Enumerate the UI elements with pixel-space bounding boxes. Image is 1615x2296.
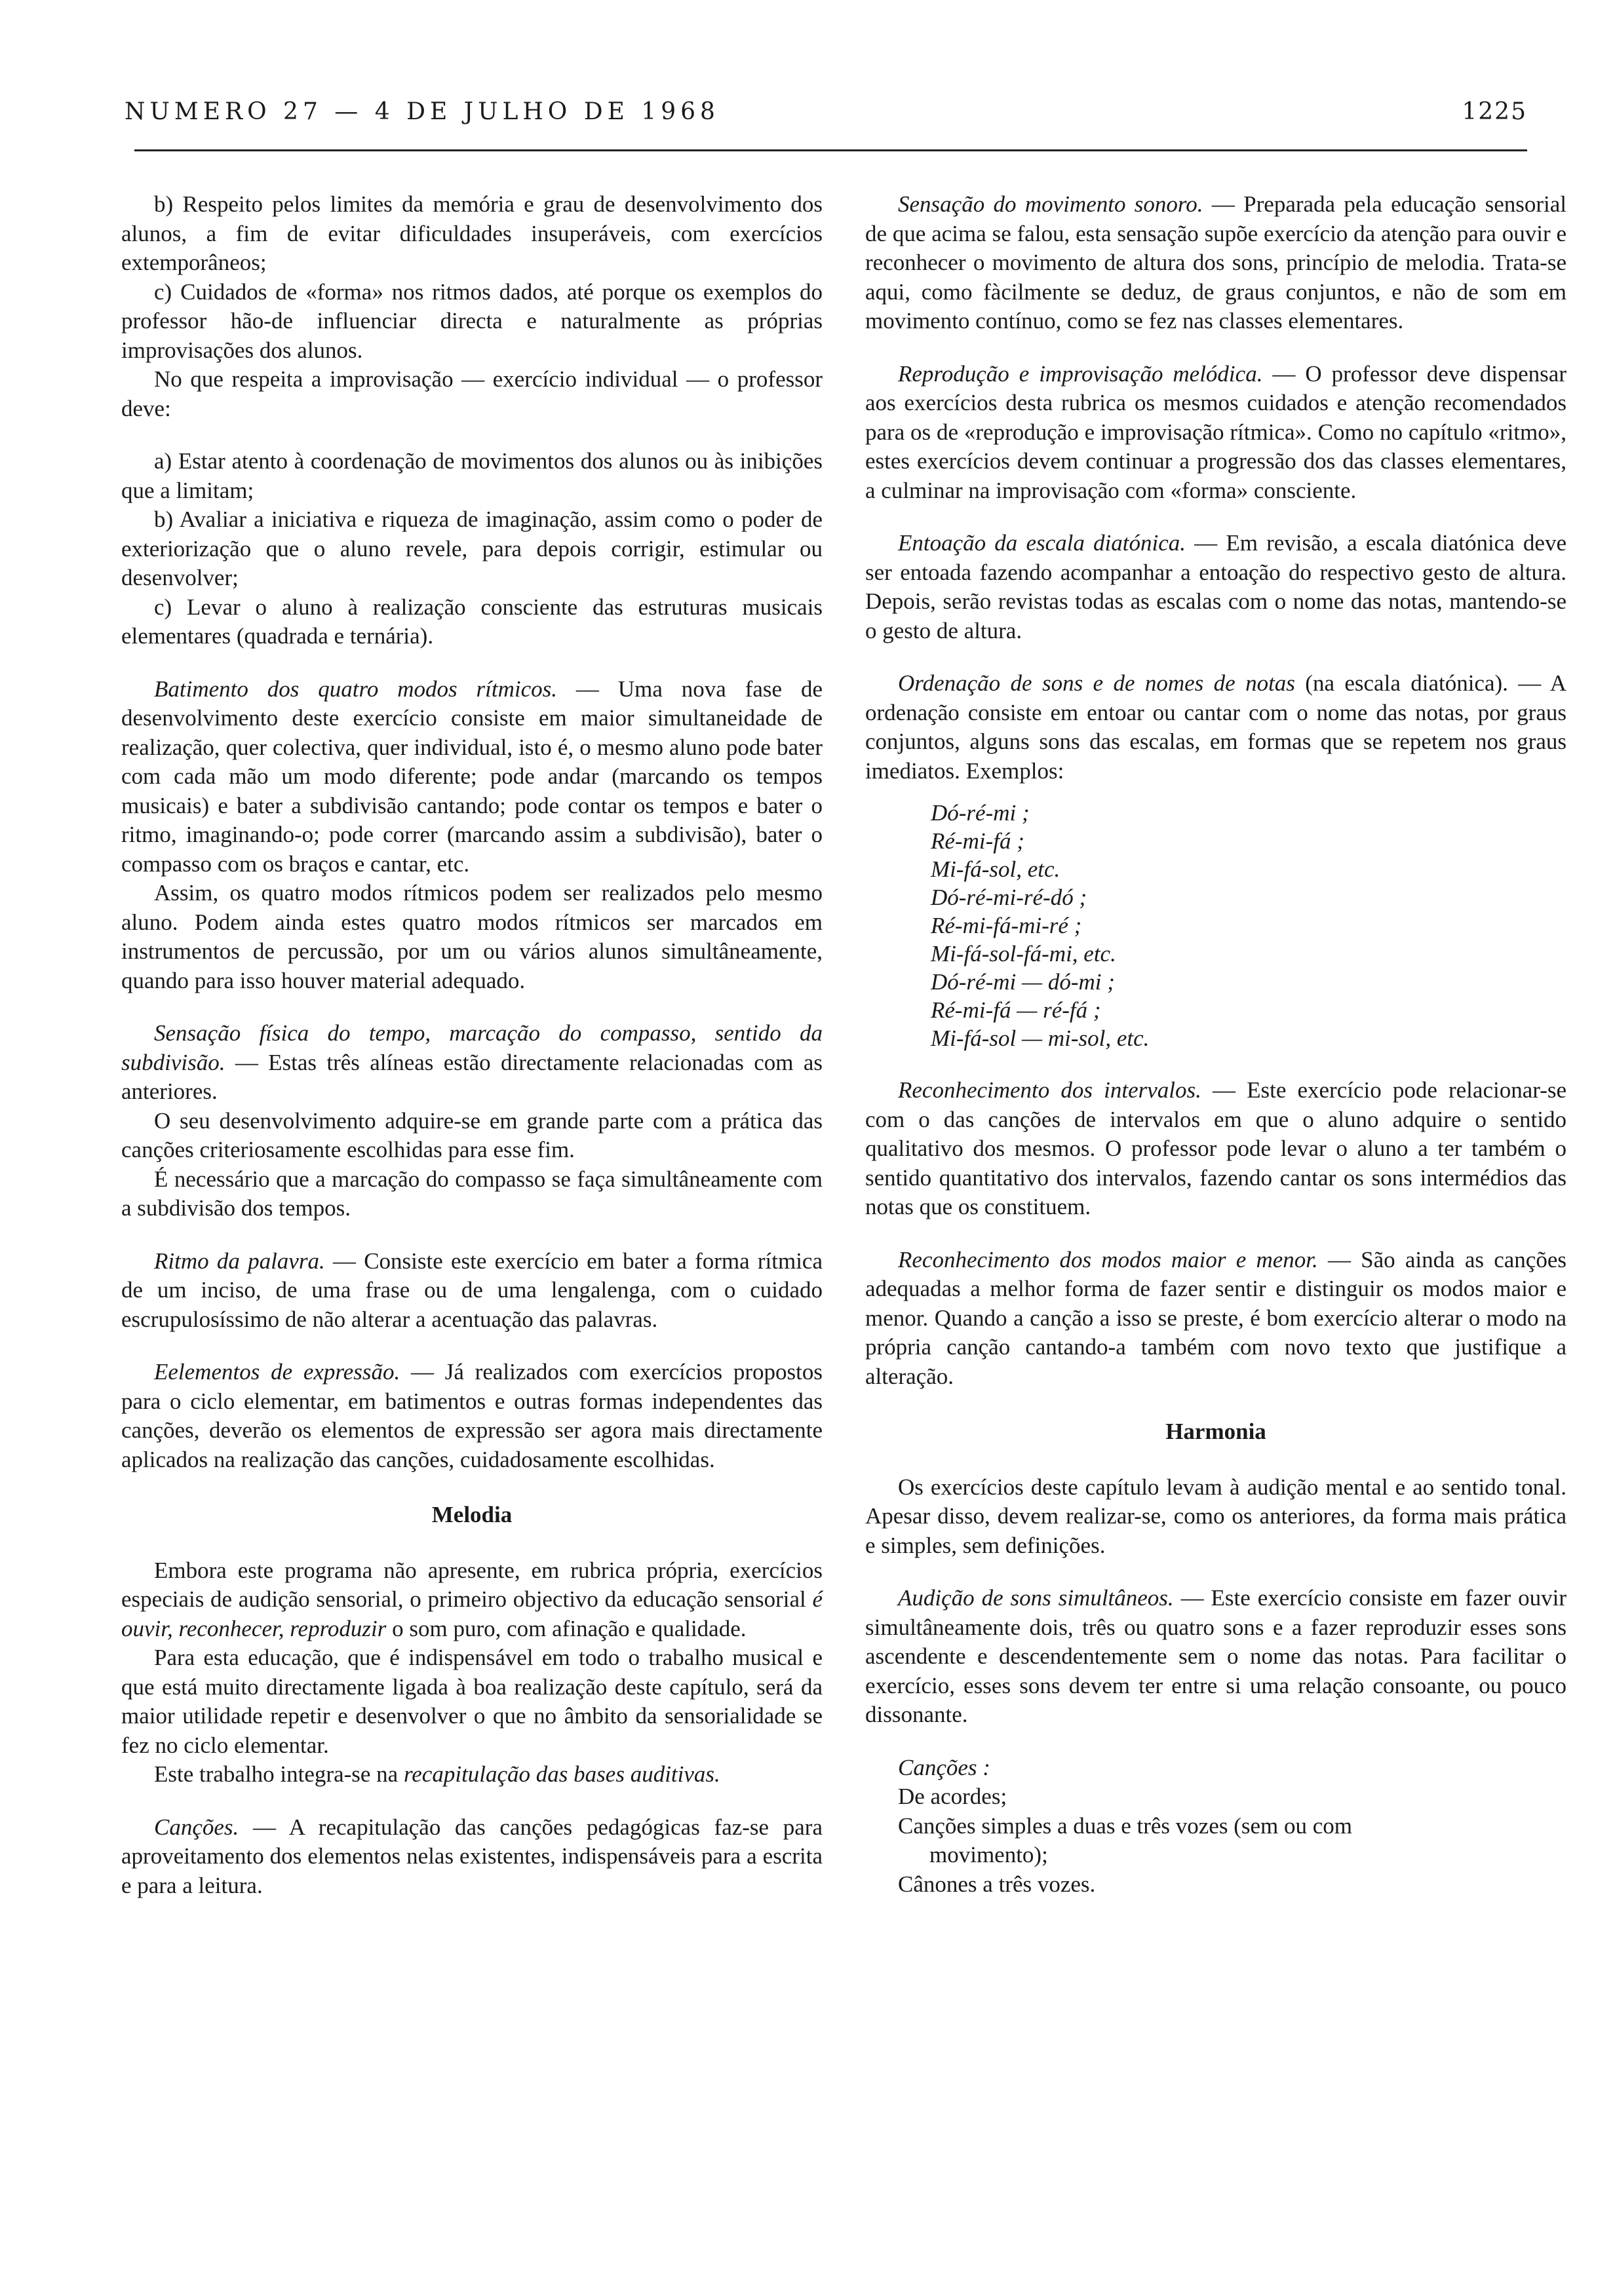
- page-header: [125, 98, 1527, 138]
- section-modos: Reconhecimento dos modos maior e menor. — São ainda as canções adequadas a melhor forma de fazer sentir e distinguir os modos maior e menor. Quando a canção a isso se preste, é bom exercício alterar o modo na própria canção cantando-a também com novo texto que justifique a alteração.: [865, 1246, 1566, 1389]
- section-title: Sensação física do tempo, marcação do compasso, sentido da subdivisão.: [121, 1020, 823, 1075]
- paragraph: b) Respeito pelos limites da memória e grau de desenvolvimento dos alunos, a fim de evitar dificuldades insuperáveis, com exercícios extemporâneos;: [121, 191, 823, 275]
- paragraph: c) Levar o aluno à realização consciente das estruturas musicais elementares (quadrada e ternária).: [121, 594, 823, 649]
- songs-list: [898, 1782, 1566, 1899]
- examples-list: [931, 799, 1566, 1052]
- paragraph: Embora este programa não apresente, em rubrica própria, exercícios especiais de audição sensorial, o primeiro objectivo da educação sensorial é ouvir, reconhecer, reproduzir o som puro, com afinação e qualidade.: [121, 1557, 823, 1641]
- heading-melodia: Melodia: [431, 1502, 513, 1527]
- paragraph: Assim, os quatro modos rítmicos podem ser realizados pelo mesmo aluno. Podem ainda estes quatro modos rítmicos ser marcados em instrumentos de percussão, por um ou vários alunos simultâneamente, quando para isso houver material adequado.: [121, 880, 823, 993]
- list-item: Dó-ré-mi — dó-mi ;: [931, 969, 1115, 995]
- section-title: Sensação do movimento sonoro.: [898, 191, 1203, 217]
- section-reproducao: Reprodução e improvisação melódica. — O professor deve dispensar aos exercícios desta rubrica os mesmos cuidados e atenção recomendados para os de «reprodução e improvisação rítmica». Como no capítulo «ritmo», estes exercícios devem continuar a progressão dos das classes elementares, a culminar na improvisação com «forma» consciente.: [865, 360, 1566, 503]
- section-title: Reconhecimento dos intervalos.: [898, 1077, 1201, 1103]
- paragraph: No que respeita a improvisação — exercício individual — o professor deve:: [121, 366, 823, 421]
- heading-harmonia: Harmonia: [1165, 1419, 1266, 1444]
- right-column: [865, 190, 1566, 1899]
- section-audicao: Audição de sons simultâneos. — Este exercício consiste em fazer ouvir simultâneamente dois, três ou quatro sons e a fazer reproduzir esses sons ascendente e descendentemente sem o nome das notas. Para facilitar o exercício, esses sons devem ter entre si uma relação consoante, ou pouco dissonante.: [865, 1585, 1567, 1727]
- section-elementos-expressao: Eelementos de expressão. — Já realizados com exercícios propostos para o ciclo elementar, em batimentos e outras formas independentes das canções, deverão os elementos de expressão ser agora mais directamente aplicados na realização das canções, cuidadosamente escolhidas.: [121, 1359, 823, 1472]
- paragraph: Para esta educação, que é indispensável em todo o trabalho musical e que está muito directamente ligada à boa realização deste capítulo, será da maior utilidade repetir e desenvolver o que no âmbito da sensorialidade se fez no ciclo elementar.: [121, 1645, 823, 1758]
- paragraph: b) Avaliar a iniciativa e riqueza de imaginação, assim como o poder de exteriorização que o aluno revele, para depois corrigir, estimular ou desenvolver;: [121, 507, 823, 590]
- list-item: Dó-ré-mi ;: [931, 800, 1030, 826]
- section-sensacao-fisica: Sensação física do tempo, marcação do compasso, sentido da subdivisão. — Estas três alíneas estão directamente relacionadas com as anteriores.: [121, 1020, 823, 1104]
- paragraph: Este trabalho integra-se na recapitulação das bases auditivas.: [154, 1761, 720, 1787]
- paragraph: Os exercícios deste capítulo levam à audição mental e ao sentido tonal. Apesar disso, devem realizar-se, como os anteriores, da forma mais prática e simples, sem definições.: [865, 1474, 1566, 1558]
- list-item: Mi-fá-sol-fá-mi, etc.: [931, 941, 1116, 966]
- list-item: Mi-fá-sol, etc.: [931, 856, 1060, 882]
- section-title: Ritmo da palavra.: [154, 1248, 325, 1274]
- list-item: Cânones a três vozes.: [898, 1871, 1096, 1897]
- section-title: Eelementos de expressão.: [154, 1359, 400, 1385]
- paragraph: O seu desenvolvimento adquire-se em grande parte com a prática das canções criteriosamente escolhidas para esse fim.: [121, 1107, 823, 1162]
- list-item: Ré-mi-fá — ré-fá ;: [931, 997, 1101, 1023]
- section-title: Audição de sons simultâneos.: [898, 1585, 1174, 1611]
- left-column: [121, 190, 823, 1900]
- list-item: Dó-ré-mi-ré-dó ;: [931, 885, 1087, 910]
- section-cancoes: Canções. — A recapitulação das canções pedagógicas faz-se para aproveitamento dos elementos nelas existentes, indispensáveis para a escrita e para a leitura.: [121, 1814, 823, 1898]
- section-title: Entoação da escala diatónica.: [898, 530, 1186, 556]
- section-title: Ordenação de sons e de nomes de notas: [898, 670, 1295, 696]
- cancoes-label: Canções :: [898, 1754, 990, 1780]
- paragraph: a) Estar atento à coordenação de movimentos dos alunos ou às inibições que a limitam;: [121, 448, 823, 503]
- list-item: Mi-fá-sol — mi-sol, etc.: [931, 1025, 1150, 1051]
- section-batimento: Batimento dos quatro modos rítmicos. — Uma nova fase de desenvolvimento deste exercício consiste em maior simultaneidade de realização, quer colectiva, quer individual, isto é, o mesmo aluno pode bater com cada mão um modo diferente; pode andar (marcando os tempos musicais) e bater a subdivisão cantando; pode contar os tempos e bater o ritmo, imaginando-o; pode correr (marcando assim a subdivisão), bater o compasso com os braços e cantar, etc.: [121, 676, 823, 877]
- section-title: Batimento dos quatro modos rítmicos.: [154, 676, 558, 702]
- list-item: Ré-mi-fá-mi-ré ;: [931, 913, 1082, 938]
- section-entoacao: Entoação da escala diatónica. — Em revisão, a escala diatónica deve ser entoada fazendo acompanhar a entoação do respectivo gesto de altura. Depois, serão revistas todas as escalas com o nome das notas, mantendo-se o gesto de altura.: [865, 530, 1566, 643]
- section-ritmo-palavra: Ritmo da palavra. — Consiste este exercício em bater a forma rítmica de um inciso, de uma frase ou de uma lengalenga, com o cuidado escrupulosíssimo de não alterar a acentuação das palavras.: [121, 1248, 823, 1332]
- section-movimento-sonoro: Sensação do movimento sonoro. — Preparada pela educação sensorial de que acima se falou, esta sensação supõe exercício da atenção para ouvir e reconhecer o movimento de altura dos sons, princípio de melodia. Trata-se aqui, como fàcilmente se deduz, de graus conjuntos, e não de som em movimento contínuo, como se fez nas classes elementares.: [865, 191, 1566, 334]
- section-title: Reprodução e improvisação melódica.: [898, 360, 1263, 387]
- header-rule: [134, 149, 1527, 151]
- page-number: 1225: [1462, 98, 1527, 125]
- section-title: Reconhecimento dos modos maior e menor.: [898, 1246, 1318, 1272]
- section-title: Canções.: [154, 1814, 239, 1840]
- list-item: movimento);: [929, 1842, 1048, 1867]
- list-item: De acordes;: [898, 1784, 1007, 1809]
- list-item: Ré-mi-fá ;: [931, 828, 1024, 854]
- section-ordenacao: Ordenação de sons e de nomes de notas (na escala diatónica). — A ordenação consiste em entoar ou cantar com o nome das notas, por graus conjuntos, alguns sons das escalas, em formas que se repetem nos graus imediatos. Exemplos:: [865, 670, 1566, 784]
- paragraph: c) Cuidados de «forma» nos ritmos dados, até porque os exemplos do professor hão-de influenciar directa e naturalmente as próprias improvisações dos alunos.: [121, 278, 823, 363]
- list-item: Canções simples a duas e três vozes (sem ou com: [898, 1812, 1353, 1839]
- paragraph: É necessário que a marcação do compasso se faça simultâneamente com a subdivisão dos tempos.: [121, 1166, 823, 1221]
- section-intervalos: Reconhecimento dos intervalos. — Este exercício pode relacionar-se com o das canções de intervalos em que o aluno adquire o sentido qualitativo dos mesmos. O professor pode levar o aluno a ter também o sentido quantitativo dos intervalos, fazendo cantar os sons intermédios das notas que os constituem.: [865, 1077, 1566, 1219]
- issue-title: NUMERO 27 — 4 DE JULHO DE 1968: [125, 98, 720, 125]
